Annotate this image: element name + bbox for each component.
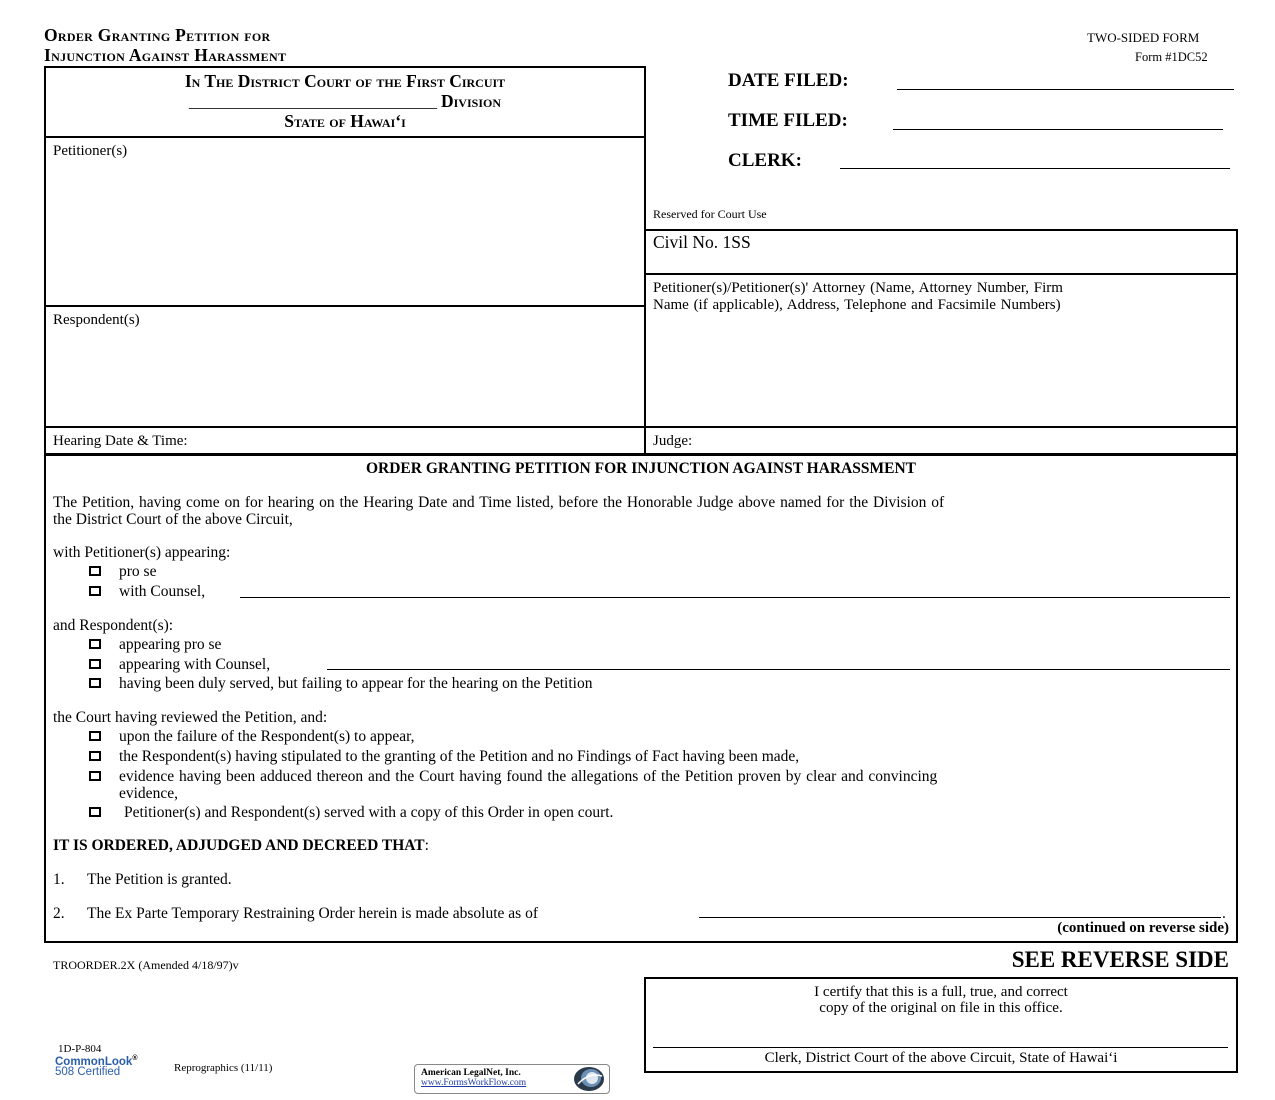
resp-failed-checkbox[interactable] [89,678,101,688]
item1-text: The Petition is granted. [87,871,232,888]
rev-evidence-label-line1: evidence having been adduced thereon and the Court having found the allegations of the Petition proven by clear and convincing [119,768,938,785]
court-name: In The District Court of the First Circuit [184,71,506,91]
two-sided-label: TWO-SIDED FORM [1087,30,1200,45]
judge-label: Judge: [653,433,693,449]
certify-line2: copy of the original on file in this office. [819,1000,1063,1016]
intro-line1: The Petition, having come on for hearing on the Hearing Date and Time listed, before the Honorable Judge above named for the Division of [53,494,945,511]
case-info-box [644,229,1238,455]
pet-counsel-label: with Counsel, [119,583,206,600]
legalnet-name: American LegalNet, Inc. [421,1068,521,1078]
civil-divider [644,273,1238,275]
see-reverse-label: SEE REVERSE SIDE [1011,947,1229,972]
time-filed-line[interactable] [893,129,1223,130]
continued-note: (continued on reverse side) [1057,920,1229,936]
resp-pro-se-label: appearing pro se [119,636,222,653]
reprographics-label: Reprographics (11/11) [174,1062,273,1074]
civil-no-label: Civil No. 1SS [653,232,751,252]
respondent-label: and Respondent(s): [53,617,174,634]
petitioner-appearing-label: with Petitioner(s) appearing: [53,544,231,561]
hearing-judge-divider [644,426,646,455]
commonlook-text: CommonLook [55,1055,133,1068]
attorney-label-line2: Name (if applicable), Address, Telephone and Facsimile Numbers) [653,297,1061,313]
resp-counsel-label: appearing with Counsel, [119,656,271,673]
commonlook-certified: 508 Certified [55,1066,121,1078]
item2-text: The Ex Parte Temporary Restraining Order herein is made absolute as of [87,905,538,922]
form-title-line2: Injunction Against Harassment [44,45,287,65]
division-blank[interactable]: _______________________________ [189,94,437,111]
rev-evidence-checkbox[interactable] [89,771,101,781]
clerk-label: CLERK: [728,150,802,171]
form-code-1d: 1D-P-804 [58,1043,102,1055]
party-divider [44,305,646,307]
item2-end: . [1222,905,1226,922]
pet-counsel-checkbox[interactable] [89,586,101,596]
intro-line2: the District Court of the above Circuit, [53,511,293,528]
item2-date-line[interactable] [699,917,1221,918]
clerk-line[interactable] [840,168,1230,169]
rev-failure-label: upon the failure of the Respondent(s) to appear, [119,728,415,745]
pet-pro-se-label: pro se [119,563,157,580]
resp-counsel-line[interactable] [327,669,1230,670]
petitioners-label: Petitioner(s) [53,143,128,159]
order-heading: ORDER GRANTING PETITION FOR INJUNCTION AGAINST HARASSMENT [365,460,917,477]
rev-evidence-label-line2: evidence, [119,785,178,802]
legalnet-globe-icon [572,1066,606,1092]
form-number: Form #1DC52 [1135,50,1208,64]
ordered-heading: IT IS ORDERED, ADJUDGED AND DECREED THAT [53,837,425,854]
item1-number: 1. [53,871,65,888]
resp-counsel-checkbox[interactable] [89,659,101,669]
clerk-signature-label: Clerk, District Court of the above Circuit, State of Hawai‘i [764,1050,1118,1066]
rev-stipulated-checkbox[interactable] [89,751,101,761]
resp-failed-label: having been duly served, but failing to appear for the hearing on the Petition [119,675,593,692]
pet-counsel-line[interactable] [240,597,1230,598]
date-filed-label: DATE FILED: [728,70,849,91]
rev-failure-checkbox[interactable] [89,731,101,741]
rev-served-checkbox[interactable] [89,807,101,817]
date-filed-line[interactable] [897,89,1234,90]
ordered-colon: : [424,837,429,854]
time-filed-label: TIME FILED: [728,110,848,131]
attorney-label-line1: Petitioner(s)/Petitioner(s)' Attorney (Name, Attorney Number, Firm [653,280,1063,296]
form-title-line1: Order Granting Petition for [44,25,271,45]
court-divider [44,136,646,138]
pet-pro-se-checkbox[interactable] [89,566,101,576]
state-label: State of Hawai‘i [284,111,406,131]
clerk-signature-line[interactable] [653,1047,1228,1048]
form-code: TROORDER.2X (Amended 4/18/97)v [53,958,239,972]
court-reviewed-label: the Court having reviewed the Petition, and: [53,709,328,726]
reserved-label: Reserved for Court Use [653,207,767,221]
respondents-label: Respondent(s) [53,312,140,328]
legalnet-link[interactable]: www.FormsWorkFlow.com [421,1078,527,1088]
division-label: Division [441,91,501,111]
division-line [44,91,646,112]
ordered-line [53,837,429,855]
resp-pro-se-checkbox[interactable] [89,639,101,649]
rev-stipulated-label: the Respondent(s) having stipulated to the granting of the Petition and no Findings of Fact having been made, [119,748,800,765]
certify-line1: I certify that this is a full, true, and correct [814,984,1068,1000]
commonlook-reg: ® [132,1055,138,1062]
rev-served-label: Petitioner(s) and Respondent(s) served with a copy of this Order in open court. [124,804,614,821]
hearing-label: Hearing Date & Time: [53,433,188,449]
item2-number: 2. [53,905,65,922]
hearing-divider [44,454,1238,456]
